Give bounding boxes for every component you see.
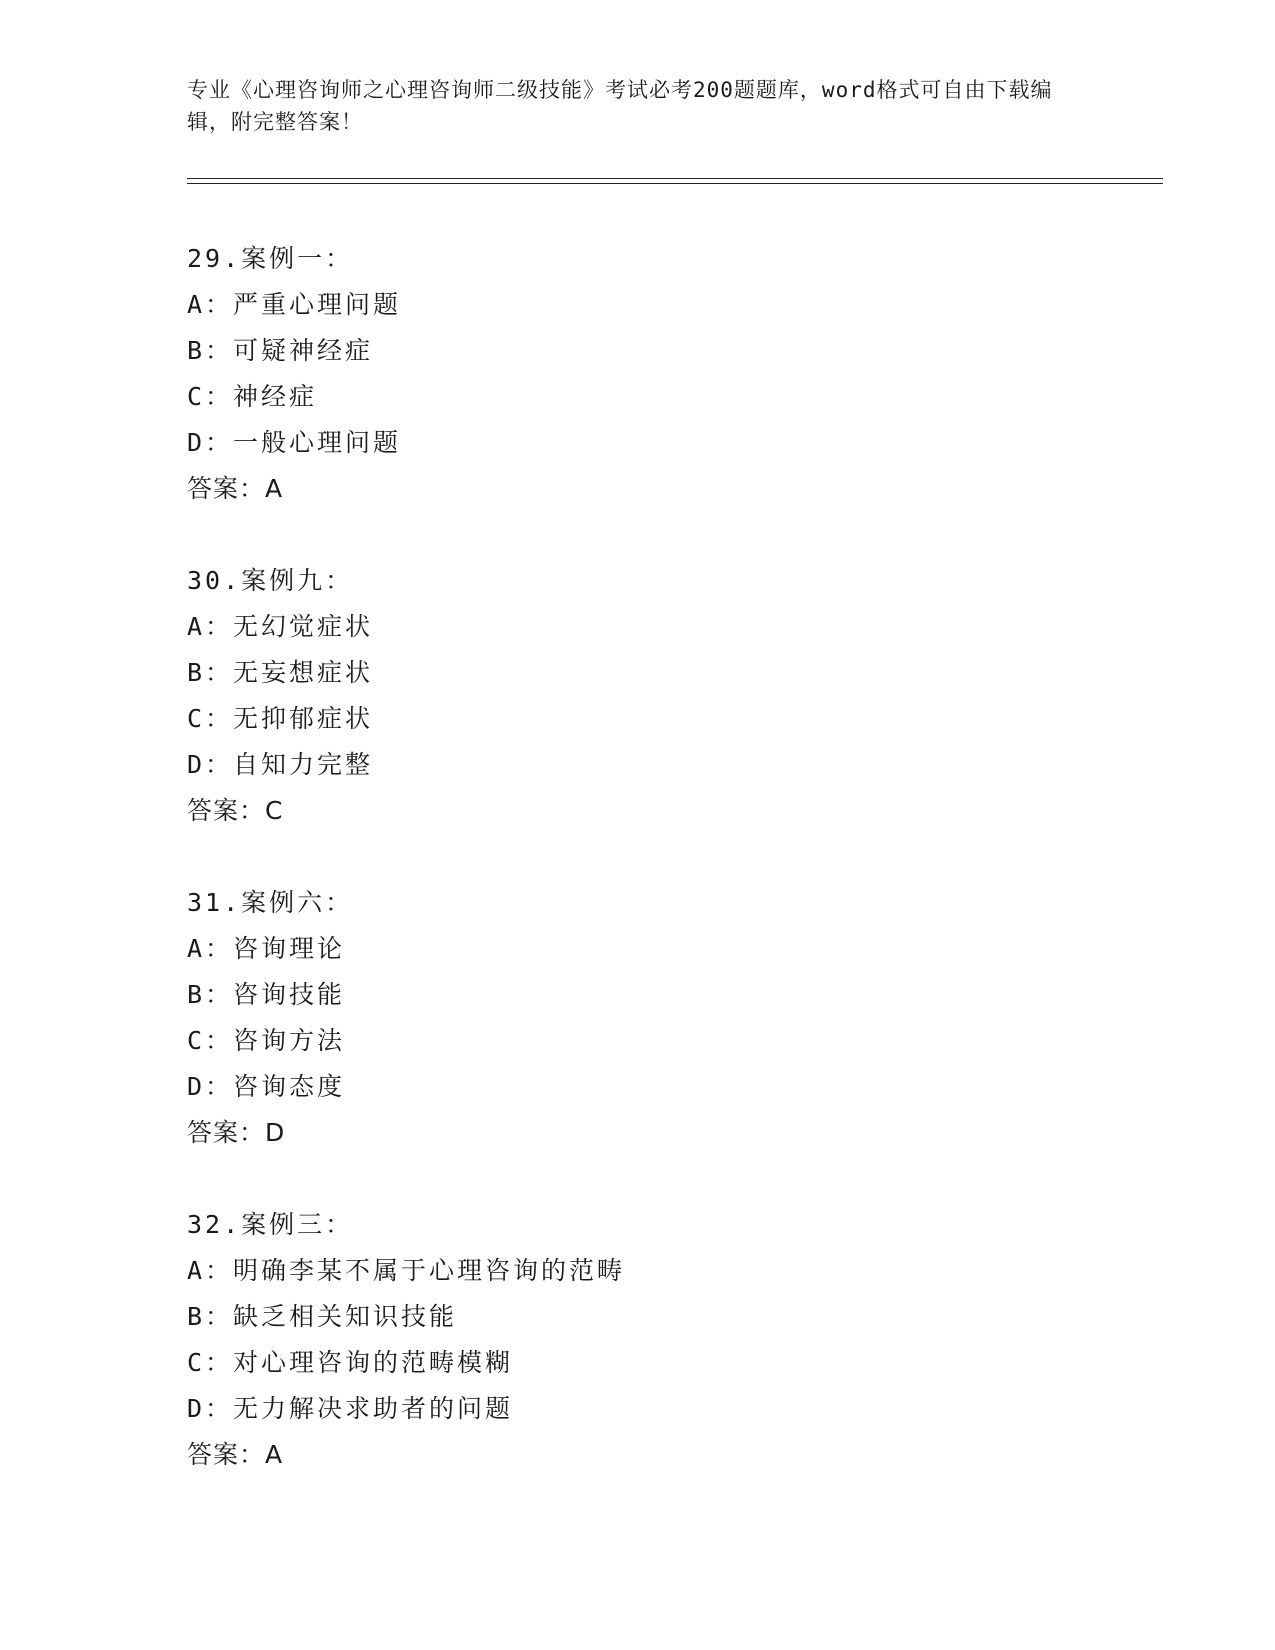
option-d: D：自知力完整 bbox=[187, 750, 374, 779]
header-text: 专业《心理咨询师之心理咨询师二级技能》考试必考200题题库，word格式可自由下载编辑，附完整答案！ bbox=[187, 78, 1053, 134]
question-29 bbox=[187, 236, 1087, 512]
option-a: A：咨询理论 bbox=[187, 934, 346, 963]
question-stem: 31.案例六： bbox=[187, 888, 354, 917]
header-divider-top bbox=[187, 178, 1163, 179]
option-c: C：无抑郁症状 bbox=[187, 704, 374, 733]
option-d: D：无力解决求助者的问题 bbox=[187, 1394, 514, 1423]
option-a: A：严重心理问题 bbox=[187, 290, 402, 319]
question-stem: 30.案例九： bbox=[187, 566, 354, 595]
header-divider-bottom bbox=[187, 183, 1163, 184]
option-a: A：明确李某不属于心理咨询的范畴 bbox=[187, 1256, 626, 1285]
option-d: D：一般心理问题 bbox=[187, 428, 402, 457]
option-b: B：缺乏相关知识技能 bbox=[187, 1302, 458, 1331]
answer-line: 答案：C bbox=[187, 796, 284, 825]
option-c: C：对心理咨询的范畴模糊 bbox=[187, 1348, 514, 1377]
answer-line: 答案：A bbox=[187, 474, 284, 503]
option-c: C：神经症 bbox=[187, 382, 318, 411]
document-header bbox=[187, 74, 1067, 138]
option-b: B：可疑神经症 bbox=[187, 336, 374, 365]
question-stem: 29.案例一： bbox=[187, 244, 354, 273]
option-d: D：咨询态度 bbox=[187, 1072, 346, 1101]
question-31 bbox=[187, 880, 1087, 1156]
question-30 bbox=[187, 558, 1087, 834]
option-a: A：无幻觉症状 bbox=[187, 612, 374, 641]
option-b: B：咨询技能 bbox=[187, 980, 346, 1009]
option-c: C：咨询方法 bbox=[187, 1026, 346, 1055]
answer-line: 答案：D bbox=[187, 1118, 286, 1147]
option-b: B：无妄想症状 bbox=[187, 658, 374, 687]
answer-line: 答案：A bbox=[187, 1440, 284, 1469]
question-32 bbox=[187, 1202, 1087, 1478]
question-stem: 32.案例三： bbox=[187, 1210, 354, 1239]
